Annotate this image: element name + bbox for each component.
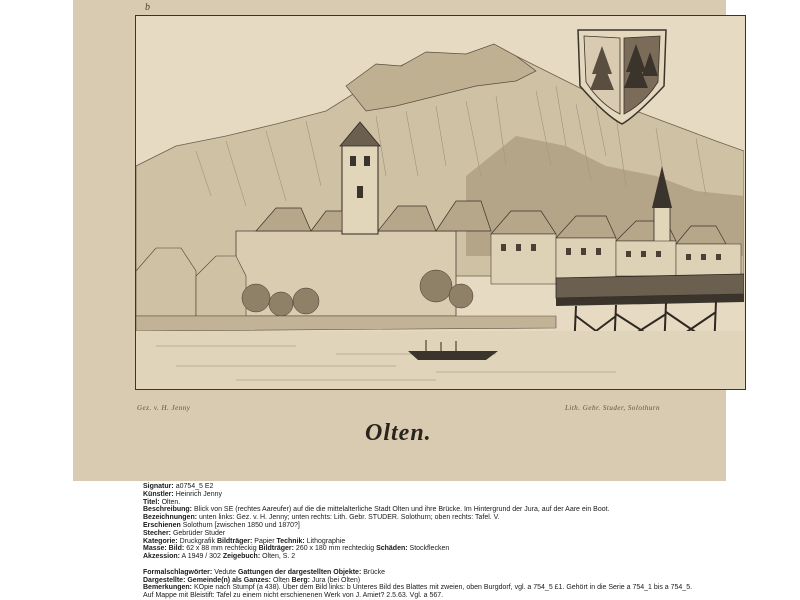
record-kategorie: Kategorie: Druckgrafik Bildträger: Papier Technik: Lithographie <box>143 537 346 545</box>
record-kuenstler: Künstler: Heinrich Jenny <box>143 490 222 498</box>
record-stecher: Stecher: Gebrüder Studer <box>143 529 226 537</box>
record-masse: Masse: Bild: 62 x 88 mm rechteckig Bildträger: 260 x 180 mm rechteckig Schäden: Stockflecken <box>143 545 450 553</box>
lithograph-image <box>135 15 746 390</box>
record-erschienen: Erschienen Solothurn [zwischen 1850 und 1870?] <box>143 521 300 529</box>
credit-drawn-by: Gez. v. H. Jenny <box>137 404 191 412</box>
record-formal: Formalschlagwörter: Vedute Gattungen der dargestellten Objekte: Brücke <box>143 568 386 576</box>
record-beschreibung: Beschreibung: Blick von SE (rechtes Aareufer) auf die die mittelalterliche Stadt Olten und ihre Brücke. Im Hintergrund der Jura, auf der Aare ein Boot. <box>143 506 610 514</box>
record-akzession: Akzession: A 1949 / 302 Zeigebuch: Olten, S. 2 <box>143 553 296 561</box>
credit-lithographer: Lith. Gebr. Studer, Solothurn <box>565 404 661 412</box>
record-dargestellte: Dargestellte: Gemeinde(n) als Ganzes: Olten Berg: Jura (bei Olten) <box>143 576 361 584</box>
record-signatur: Signatur: a0754_5 E2 <box>143 483 214 490</box>
record-bezeichnungen: Bezeichnungen: unten links: Gez. v. H. Jenny; unten rechts: Lith. Gebr. STUDER. Solothurn; oben rechts: Tafel. V. <box>143 514 500 522</box>
record-titel: Titel: Olten. <box>143 498 181 506</box>
record-bemerkungen: Bemerkungen: KOpie nach Stumpf (a 438). Über dem Bild links: b Unteres Bild des Blattes mit zweien, oben Burgdorf, vgl. a 754_5 £1. Gehört in die Serie a 754_1 bis a 754_5. Auf Mappe mit Bleistift: Tafel zu einem nicht erschienenen Werk von J. Amiet? 2.5.63. Vgl. a 567. <box>143 584 693 600</box>
lithograph-plate <box>73 0 726 481</box>
olten-view-drawing <box>136 16 744 388</box>
plate-corner-mark: b <box>145 2 150 13</box>
plate-title: Olten. <box>365 420 432 446</box>
catalog-record <box>143 483 703 600</box>
